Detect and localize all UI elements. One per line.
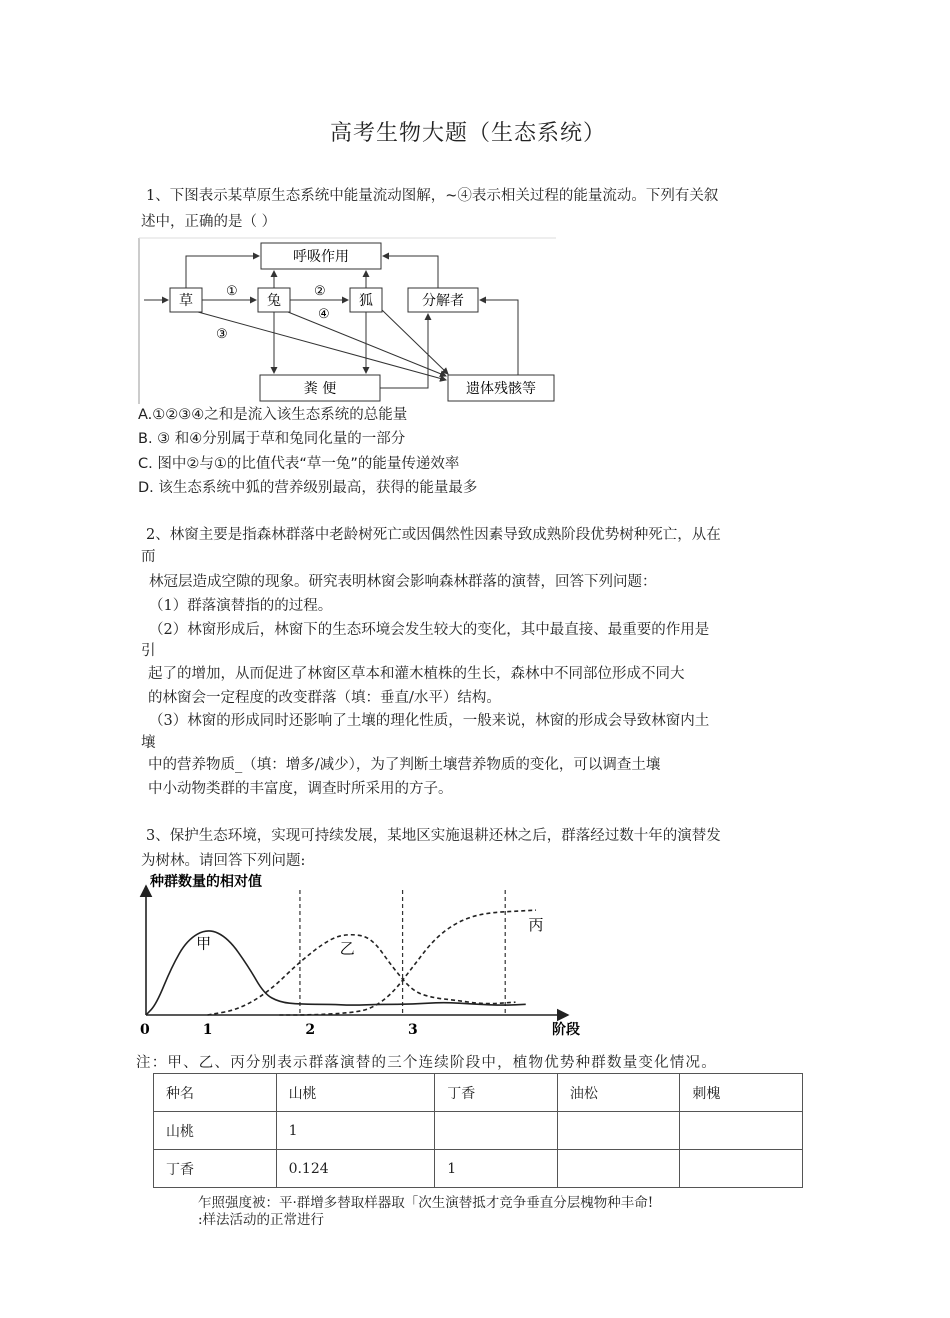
series-line-丙 xyxy=(279,910,536,1015)
table-cell xyxy=(680,1112,803,1150)
q2-line: 的林窗会一定程度的改变群落（填：垂直/水平）结构。 xyxy=(148,690,501,706)
feces-label: 粪 便 xyxy=(303,381,337,397)
interspecies-table xyxy=(153,1073,803,1188)
succession-line-chart xyxy=(136,868,586,1040)
table-header-cell: 油松 xyxy=(557,1074,680,1112)
table-cell: 1 xyxy=(276,1112,435,1150)
q1-option-d: D. 该生态系统中狐的营养级别最高，获得的能量最多 xyxy=(138,480,478,496)
q3-footer-line1: 乍照强度被：平·群增多替取样器取「次生演替抵才竞争垂直分层槐物种丰命! xyxy=(198,1195,654,1211)
q2-line: 林冠层造成空隙的现象。研究表明林窗会影响森林群落的演替，回答下列问题： xyxy=(149,574,657,590)
table-cell xyxy=(680,1150,803,1188)
table-cell: 山桃 xyxy=(154,1112,277,1150)
page-title: 高考生物大题（生态系统） xyxy=(330,121,607,146)
q1-option-c: C. 图中②与①的比值代表“草一兔”的能量传递效率 xyxy=(138,456,460,472)
series-label-乙: 乙 xyxy=(339,939,355,958)
grass-label: 草 xyxy=(179,293,193,309)
q3-stem-line2: 为树林。请回答下列问题: xyxy=(141,853,306,869)
q2-line: 中小动物类群的丰富度，调查时所采用的方子。 xyxy=(148,781,453,797)
q1-stem-line2: 述中，正确的是（ ） xyxy=(141,214,277,230)
q2-line: 起了的增加，从而促进了林窗区草本和灌木植株的生长，森林中不同部位形成不同大 xyxy=(148,666,685,682)
remains-label: 遗体残骸等 xyxy=(466,381,536,397)
rabbit-label: 兔 xyxy=(267,293,281,309)
q2-line: 而 xyxy=(141,549,156,565)
process-3-label: ③ xyxy=(216,327,228,342)
q2-line: 壤 xyxy=(141,735,156,751)
table-row xyxy=(154,1112,803,1150)
q2-line: 中的营养物质_（填：增多/减少），为了判断土壤营养物质的变化，可以调查土壤 xyxy=(148,757,661,773)
table-cell xyxy=(557,1112,680,1150)
table-cell xyxy=(435,1112,558,1150)
decomposer-label: 分解者 xyxy=(422,293,464,309)
x-axis-label: 阶段 xyxy=(552,1022,580,1038)
q2-line: （2）林窗形成后，林窗下的生态环境会发生较大的变化，其中最直接、最重要的作用是 xyxy=(149,622,710,638)
series-label-甲: 甲 xyxy=(196,934,212,953)
table-header-cell: 丁香 xyxy=(435,1074,558,1112)
q2-line: 引 xyxy=(141,643,156,659)
table-cell: 丁香 xyxy=(154,1150,277,1188)
q2-line: （3）林窗的形成同时还影响了土壤的理化性质，一般来说，林窗的形成会导致林窗内土 xyxy=(149,713,710,729)
x-tick-label: 3 xyxy=(407,1022,418,1038)
table-cell xyxy=(557,1150,680,1188)
process-2-label: ② xyxy=(314,284,326,299)
q3-stem-line1: 3、保护生态环境，实现可持续发展，某地区实施退耕还林之后，群落经过数十年的演替发 xyxy=(146,828,721,844)
x-tick-label: 1 xyxy=(202,1022,213,1038)
energy-flow-diagram xyxy=(138,238,558,408)
q3-footer-line2: :样法活动的正常进行 xyxy=(198,1212,325,1228)
y-axis-label: 种群数量的相对值 xyxy=(150,874,262,890)
series-label-丙: 丙 xyxy=(528,916,544,935)
origin-label: 0 xyxy=(140,1022,150,1038)
process-1-label: ① xyxy=(226,284,238,299)
table-header-cell: 山桃 xyxy=(276,1074,435,1112)
q1-option-a: A.①②③④之和是流入该生态系统的总能量 xyxy=(138,407,408,423)
table-cell: 0.124 xyxy=(276,1150,435,1188)
q2-line: 2、林窗主要是指森林群落中老龄树死亡或因偶然性因素导致成熟阶段优势树种死亡，从在 xyxy=(146,527,721,543)
table-cell: 1 xyxy=(435,1150,558,1188)
table-header-cell: 种名 xyxy=(154,1074,277,1112)
table-header-row xyxy=(154,1074,803,1112)
fox-label: 狐 xyxy=(359,293,373,309)
x-tick-label: 2 xyxy=(305,1022,316,1038)
process-4-label: ④ xyxy=(318,307,330,322)
table-header-cell: 刺槐 xyxy=(680,1074,803,1112)
q2-line: （1）群落演替指的的过程。 xyxy=(149,598,333,614)
table-row xyxy=(154,1150,803,1188)
q3-chart-note: 注：甲、乙、丙分别表示群落演替的三个连续阶段中，植物优势种群数量变化情况。 xyxy=(136,1055,717,1071)
q1-option-b: B. ③ 和④分别属于草和兔同化量的一部分 xyxy=(138,431,406,447)
q1-stem-line1: 1、下图表示某草原生态系统中能量流动图解，~④表示相关过程的能量流动。下列有关叙 xyxy=(146,188,719,204)
respiration-label: 呼吸作用 xyxy=(293,249,349,265)
